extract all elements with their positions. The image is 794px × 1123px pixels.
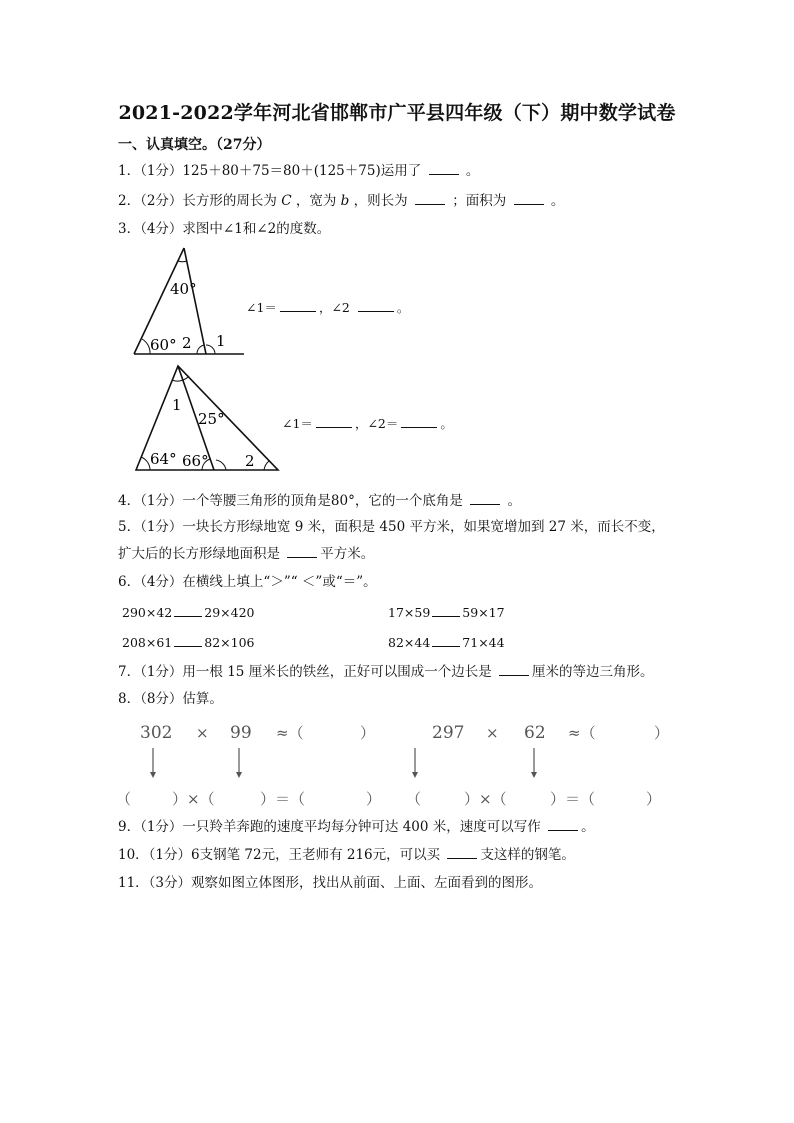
question-text: 10．（1分）6支钢笔 72元，王老师有 216元，可以买 [118,847,441,863]
question-text: 3．（4分）求图中∠1和∠2的度数。 [118,221,331,237]
answer-blank[interactable] [447,846,477,859]
compare-item-4 [388,634,505,650]
answer-blank-angle2[interactable] [358,299,394,312]
question-text: ，宽为 [295,193,337,209]
answer-blank-angle1[interactable] [280,299,316,312]
answer-blank[interactable] [429,162,459,175]
answer-blank[interactable] [499,663,529,676]
answer-blank-angle2[interactable] [401,415,437,428]
question-text: 8．（8分）估算。 [118,691,223,707]
triangle-figure-1 [130,244,248,358]
question-tail: 支这样的钢笔。 [480,847,575,863]
variable-c: C [281,193,292,209]
compare-right: 59×17 [462,605,505,620]
paren-close: ） [366,790,382,808]
question-1 [118,162,479,180]
approx-open: ≈（ [568,724,596,742]
compare-left: 82×44 [388,635,431,650]
estimate-number: 302 [140,723,173,743]
figure-1-answer [246,298,409,316]
paren-open: （ [116,790,132,808]
answer-tail: 。 [440,416,453,431]
question-text: 5．（1分）一块长方形绿地宽 9 米，面积是 450 平方米，如果宽增加到 27 米，而长不变， [118,519,665,535]
angle-label-60: 60° [150,336,177,354]
answer-label: ∠1＝ [282,416,313,431]
angle-label-1: 1 [172,396,182,414]
paren-open: （ [406,790,422,808]
angle-label-2: 2 [182,334,192,352]
question-tail: 平方米。 [320,546,375,562]
equals-paren: ）＝（ [550,790,596,808]
compare-blank[interactable] [174,634,202,647]
angle-label-25: 25° [198,410,225,428]
compare-blank[interactable] [174,604,202,617]
compare-item-3 [122,634,255,650]
question-5-line-2 [118,545,374,563]
angle-label-64: 64° [150,450,177,468]
figure-2-answer [282,414,453,432]
answer-blank[interactable] [548,818,578,831]
paren-close: ） [646,790,662,808]
question-7 [118,663,654,681]
paren-close: ） [360,724,376,742]
compare-left: 17×59 [388,605,431,620]
compare-right: 71×44 [462,635,505,650]
multiply-sign: × [486,724,499,742]
answer-blank-length[interactable] [415,192,445,205]
question-text: 11．（3分）观察如图立体图形，找出从前面、上面、左面看到的图形。 [118,875,543,891]
answer-label: ，∠2＝ [354,416,399,431]
paren-close: ） [654,724,670,742]
angle-label-40: 40° [170,280,197,298]
question-text: 扩大后的长方形绿地面积是 [118,546,280,562]
answer-tail: 。 [396,300,410,315]
question-text: 2．（2分）长方形的周长为 [118,193,277,209]
question-text: ；面积为 [452,193,507,209]
answer-blank[interactable] [470,492,500,505]
question-2 [118,192,564,210]
compare-item-2 [388,604,505,620]
answer-label: ，∠2 [318,300,350,315]
answer-blank-area[interactable] [514,192,544,205]
compare-item-1 [122,604,255,620]
angle-label-2: 2 [245,452,255,470]
estimate-number: 297 [432,723,465,743]
section-heading: 一、认真填空。（27分） [118,137,271,153]
question-text: 1．（1分）125＋80＋75＝80＋(125＋75)运用了 [118,163,422,179]
variable-b: b [340,193,350,209]
question-text: 6．（4分）在横线上填上“＞”“ ＜”或“＝”。 [118,574,377,590]
question-3 [118,220,330,238]
angle-label-66: 66° [182,452,209,470]
question-tail: 。 [507,493,521,509]
question-10 [118,846,575,864]
compare-left: 290×42 [122,605,173,620]
question-5-line-1 [118,518,665,536]
compare-blank[interactable] [432,604,460,617]
question-9 [118,818,595,836]
compare-left: 208×61 [122,635,173,650]
question-text: 7．（1分）用一根 15 厘米长的铁丝，正好可以围成一个边长是 [118,664,492,680]
times-paren: ）×（ [172,790,215,808]
answer-blank-angle1[interactable] [316,415,352,428]
compare-right: 29×420 [204,605,255,620]
estimate-number: 99 [230,723,252,743]
times-paren: ）×（ [464,790,507,808]
estimate-number: 62 [524,723,546,743]
page-title: 2021-2022学年河北省邯郸市广平县四年级（下）期中数学试卷 [118,102,676,124]
question-text: 4．（1分）一个等腰三角形的顶角是80°，它的一个底角是 [118,493,463,509]
triangle-figure-2 [130,362,282,474]
equals-paren: ）＝（ [260,790,306,808]
question-11 [118,874,542,892]
question-tail: 。 [465,163,480,179]
question-tail: 。 [581,819,595,835]
multiply-sign: × [196,724,209,742]
question-4 [118,492,521,510]
question-6 [118,573,377,591]
question-text: 9．（1分）一只羚羊奔跑的速度平均每分钟可达 400 米，速度可以写作 [118,819,541,835]
angle-label-1: 1 [216,332,226,350]
question-tail: 厘米的等边三角形。 [532,664,654,680]
answer-blank[interactable] [287,545,317,558]
compare-right: 82×106 [204,635,255,650]
question-text: ，则长为 [353,193,408,209]
compare-blank[interactable] [432,634,460,647]
question-8 [118,690,223,708]
approx-open: ≈（ [276,724,304,742]
question-tail: 。 [550,193,565,209]
answer-label: ∠1＝ [246,300,277,315]
estimation-figure [116,716,676,814]
